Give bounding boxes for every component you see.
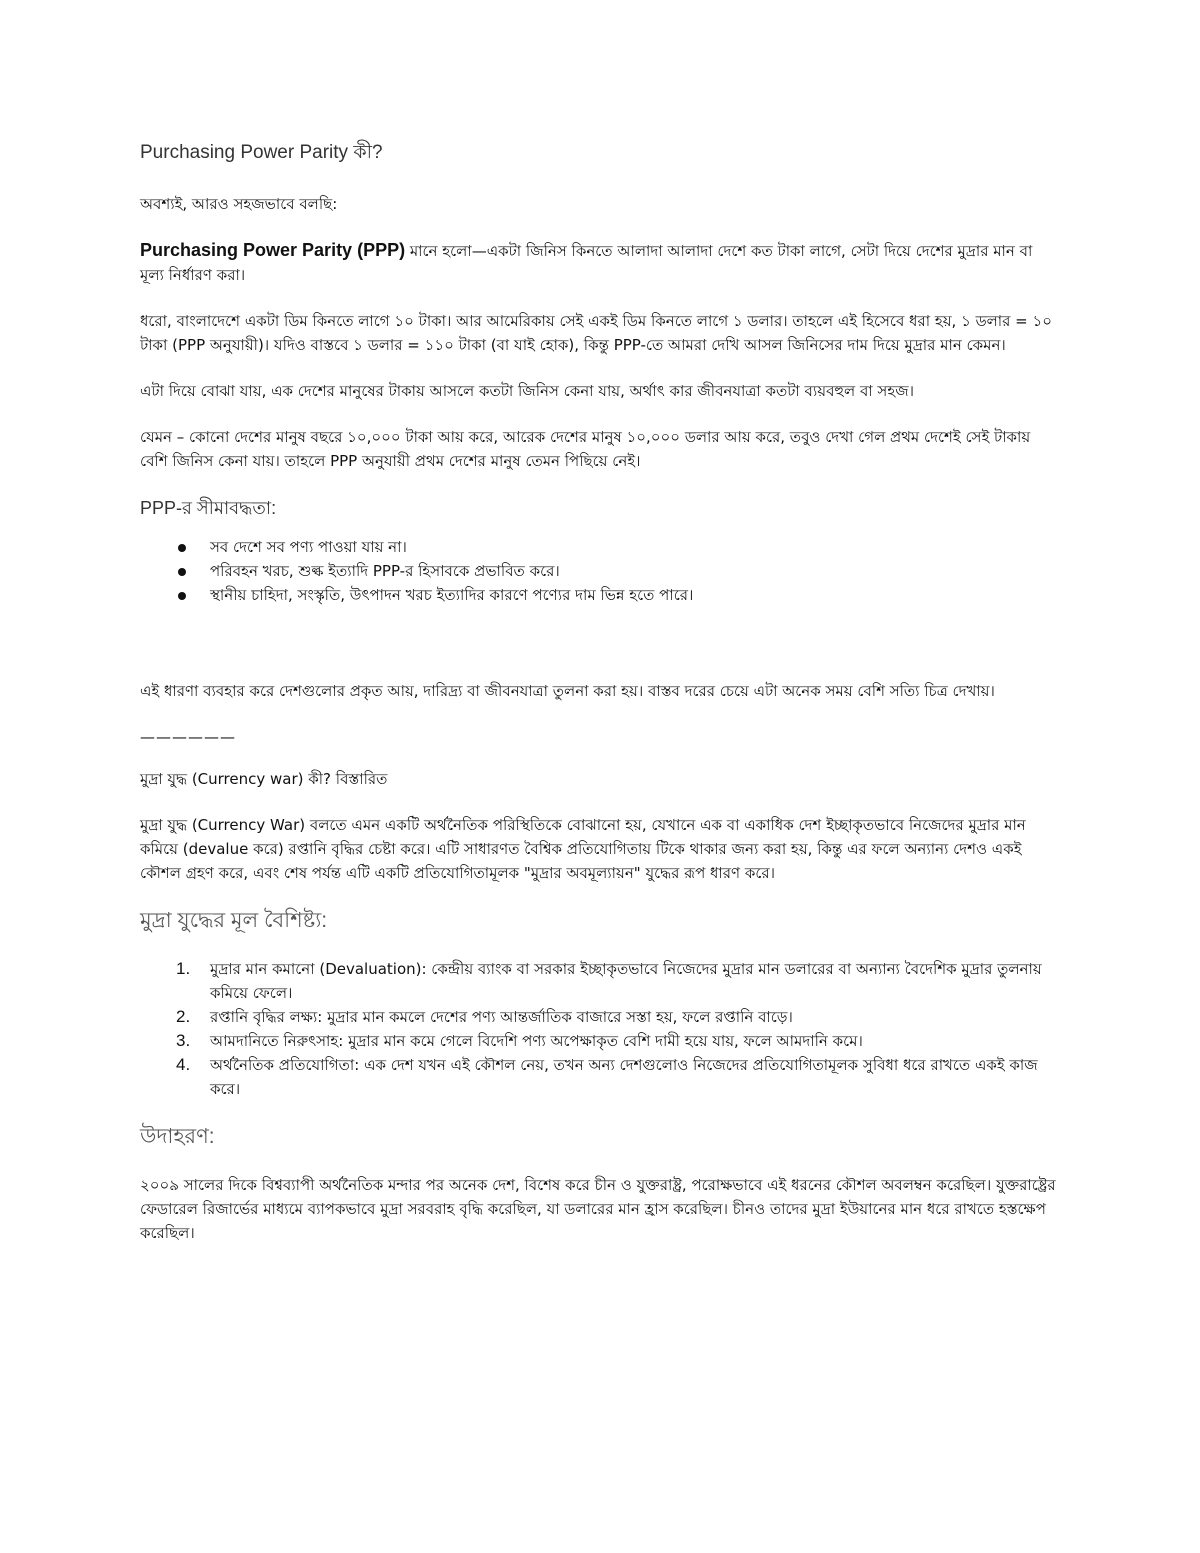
list-item-text: মুদ্রার মান কমানো (Devaluation): কেন্দ্রীয় ব্যাংক বা সরকার ইচ্ছাকৃতভাবে নিজেদের মুদ্রার মান ডলারের বা অন্যান্য বৈদেশিক মুদ্রার তুলনায় কমিয়ে ফেলে।	[210, 960, 1042, 1002]
list-number: 4.	[176, 1055, 191, 1074]
list-item-text: অর্থনৈতিক প্রতিযোগিতা: এক দেশ যখন এই কৌশল নেয়, তখন অন্য দেশগুলোও নিজেদের প্রতিযোগিতামূলক সুবিধা ধরে রাখতে একই কাজ করে।	[210, 1056, 1038, 1098]
ppp-example-income: যেমন – কোনো দেশের মানুষ বছরে ১০,০০০ টাকা আয় করে, আরেক দেশের মানুষ ১০,০০০ ডলার আয় করে, তবুও দেখা গেল প্রথম দেশেই সেই টাকায় বেশি জিনিস কেনা যায়। তাহলে PPP অনুযায়ী প্রথম দেশের মানুষ তেমন পিছিয়ে নেই।	[140, 428, 1031, 470]
list-item	[176, 1005, 1060, 1029]
list-item-text: রপ্তানি বৃদ্ধির লক্ষ্য: মুদ্রার মান কমলে দেশের পণ্য আন্তর্জাতিক বাজারে সস্তা হয়, ফলে রপ্তানি বাড়ে।	[210, 1008, 793, 1026]
list-item	[176, 1053, 1060, 1101]
list-item-text: সব দেশে সব পণ্য পাওয়া যায় না।	[210, 538, 407, 556]
ppp-explanation: এটা দিয়ে বোঝা যায়, এক দেশের মানুষের টাকায় আসলে কতটা জিনিস কেনা যায়, অর্থাৎ কার জীবনযাত্রা কতটা ব্যয়বহুল বা সহজ।	[140, 382, 914, 400]
currency-war-example: ২০০৯ সালের দিকে বিশ্বব্যাপী অর্থনৈতিক মন্দার পর অনেক দেশ, বিশেষ করে চীন ও যুক্তরাষ্ট্র, পরোক্ষভাবে এই ধরনের কৌশল অবলম্বন করেছিল। যুক্তরাষ্ট্রের ফেডারেল রিজার্ভের মাধ্যমে ব্যাপকভাবে মুদ্রা সরবরাহ বৃদ্ধি করেছিল, যা ডলারের মান হ্রাস করেছিল। চীনও তাদের মুদ্রা ইউয়ানের মান ধরে রাখতে হস্তক্ষেপ করেছিল।	[140, 1176, 1056, 1242]
document-page	[140, 140, 1060, 1267]
bullet-icon	[178, 544, 186, 552]
list-number: 3.	[176, 1031, 191, 1050]
list-item	[176, 1029, 1060, 1053]
ppp-definition-rest: মানে হলো—একটা জিনিস কিনতে আলাদা আলাদা দেশে কত টাকা লাগে, সেটা দিয়ে দেশের মুদ্রার মান বা মূল্য নির্ধারণ করা।	[140, 242, 1033, 284]
list-item-text: পরিবহন খরচ, শুল্ক ইত্যাদি PPP-র হিসাবকে প্রভাবিত করে।	[210, 562, 560, 580]
list-item-text: আমদানিতে নিরুৎসাহ: মুদ্রার মান কমে গেলে বিদেশি পণ্য অপেক্ষাকৃত বেশি দামী হয়ে যায়, ফলে আমদানি কমে।	[210, 1032, 863, 1050]
currency-war-definition: মুদ্রা যুদ্ধ (Currency War) বলতে এমন একটি অর্থনৈতিক পরিস্থিতিকে বোঝানো হয়, যেখানে এক বা একাধিক দেশ ইচ্ছাকৃতভাবে নিজেদের মুদ্রার মান কমিয়ে (devalue করে) রপ্তানি বৃদ্ধির চেষ্টা করে। এটি সাধারণত বৈশ্বিক প্রতিযোগিতায় টিকে থাকার জন্য করা হয়, কিন্তু এর ফলে অন্যান্য দেশও একই কৌশল গ্রহণ করে, এবং শেষ পর্যন্ত এটি একটি প্রতিযোগিতামূলক "মুদ্রার অবমূল্যায়ন" যুদ্ধের রূপ ধারণ করে।	[140, 816, 1026, 882]
list-item-text: স্থানীয় চাহিদা, সংস্কৃতি, উৎপাদন খরচ ইত্যাদির কারণে পণ্যের দাম ভিন্ন হতে পারে।	[210, 586, 694, 604]
ppp-definition	[140, 238, 1060, 287]
ppp-title: Purchasing Power Parity কী?	[140, 142, 383, 163]
currency-war-features-list	[140, 957, 1060, 1101]
ppp-example-egg: ধরো, বাংলাদেশে একটা ডিম কিনতে লাগে ১০ টাকা। আর আমেরিকায় সেই একই ডিম কিনতে লাগে ১ ডলার। তাহলে এই হিসেবে ধরা হয়, ১ ডলার = ১০ টাকা (PPP অনুযায়ী)। যদিও বাস্তবে ১ ডলার = ১১০ টাকা (বা যাই হোক), কিন্তু PPP-তে আমরা দেখি আসল জিনিসের দাম দিয়ে মুদ্রার মান কেমন।	[140, 312, 1052, 354]
ppp-intro: অবশ্যই, আরও সহজভাবে বলছি:	[140, 195, 338, 213]
list-item	[176, 583, 1060, 607]
section-divider: ——————	[140, 728, 236, 746]
ppp-limitations-title: PPP-র সীমাবদ্ধতা:	[140, 498, 277, 518]
currency-war-title: মুদ্রা যুদ্ধ (Currency war) কী? বিস্তারিত	[140, 770, 388, 788]
list-number: 1.	[176, 959, 191, 978]
ppp-definition-term: Purchasing Power Parity (PPP)	[140, 240, 406, 260]
list-item	[176, 535, 1060, 559]
ppp-conclusion: এই ধারণা ব্যবহার করে দেশগুলোর প্রকৃত আয়, দারিদ্র্য বা জীবনযাত্রা তুলনা করা হয়। বাস্তব দরের চেয়ে এটা অনেক সময় বেশি সত্যি চিত্র দেখায়।	[140, 682, 995, 700]
list-number: 2.	[176, 1007, 191, 1026]
blank-space	[140, 629, 1060, 679]
bullet-icon	[178, 592, 186, 600]
currency-war-features-title: মুদ্রা যুদ্ধের মূল বৈশিষ্ট্য:	[140, 909, 328, 932]
bullet-icon	[178, 568, 186, 576]
currency-war-example-title: উদাহরণ:	[140, 1125, 215, 1148]
ppp-limitations-list	[140, 535, 1060, 607]
list-item	[176, 957, 1060, 1005]
list-item	[176, 559, 1060, 583]
